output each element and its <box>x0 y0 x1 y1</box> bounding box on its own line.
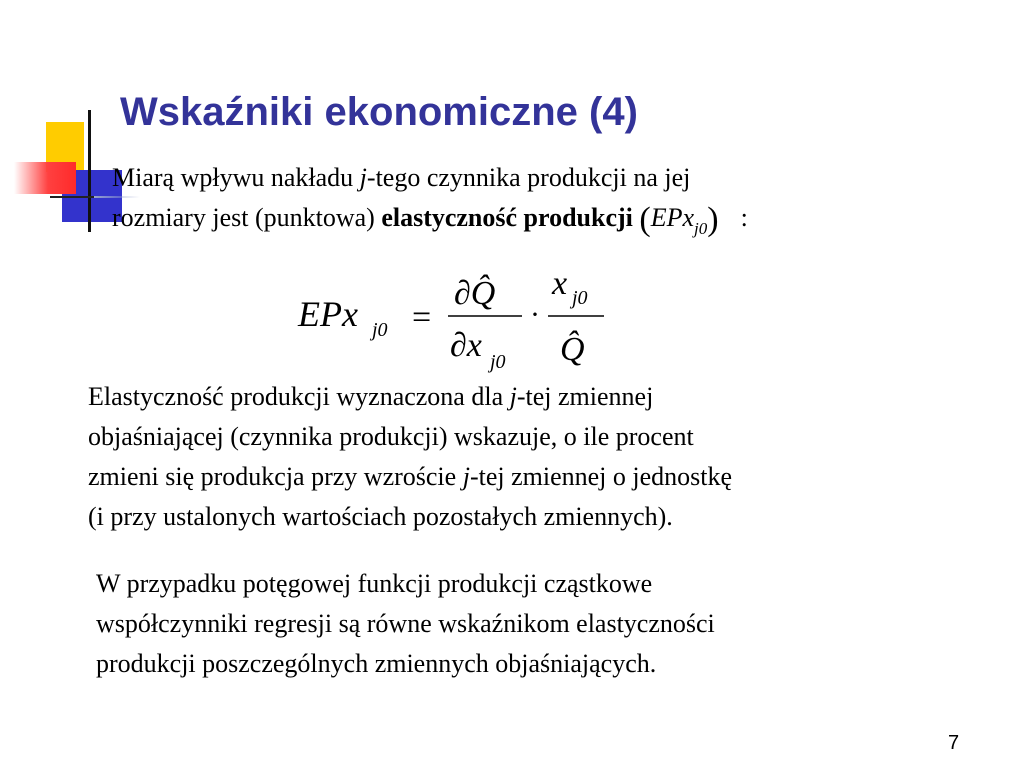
explanation-paragraph <box>88 377 978 537</box>
slide-title: Wskaźniki ekonomiczne (4) <box>120 90 638 134</box>
intro-text-1a: Miarą wpływu nakładu <box>112 163 360 192</box>
explanation-line-3 <box>88 457 978 497</box>
intro-var-j: j <box>359 163 367 192</box>
intro-line-1 <box>112 158 992 198</box>
formula-dot: · <box>530 298 540 331</box>
vertical-rule-line <box>88 110 91 232</box>
formula-lhs-sub: j0 <box>372 319 388 341</box>
red-gradient-bar-shape <box>14 162 76 194</box>
inline-symbol-base: EPx <box>650 203 695 232</box>
explanation-line-4: (i przy ustalonych wartościach pozostałych zmiennych). <box>88 502 673 531</box>
explanation-var-j-2: j <box>462 462 470 491</box>
inline-elasticity-symbol <box>639 198 718 241</box>
intro-bold-term: elastyczność produkcji <box>381 203 633 232</box>
formula-frac2-num-sub: j0 <box>572 287 588 309</box>
formula-equals: = <box>412 299 432 336</box>
explanation-text-1b: -tej zmiennej <box>516 382 654 411</box>
intro-colon: : <box>740 203 748 232</box>
intro-text-2a: rozmiary jest (punktowa) <box>112 203 382 232</box>
formula-lhs-base: EPx <box>298 294 358 334</box>
elasticity-formula <box>290 265 650 378</box>
explanation-text-3b: -tej zmiennej o jednostkę <box>469 462 733 491</box>
intro-line-2 <box>112 198 992 241</box>
explanation-line-2: objaśniającej (czynnika produkcji) wskazuje, o ile procent <box>88 422 694 451</box>
intro-text-1b: -tego czynnika produkcji na jej <box>366 163 691 192</box>
formula-frac2-denominator: Q̂ <box>560 331 585 368</box>
power-function-line-2: współczynniki regresji są równe wskaźnikom elastyczności <box>96 609 715 638</box>
open-paren: ( <box>639 201 651 238</box>
explanation-var-j-1: j <box>509 382 517 411</box>
page-number: 7 <box>948 732 960 754</box>
formula-frac1-den-sub: j0 <box>490 351 506 373</box>
formula-frac2-numerator: x <box>552 265 568 302</box>
explanation-line-1 <box>88 377 978 417</box>
horizontal-rule-line <box>50 196 100 198</box>
intro-paragraph <box>112 158 992 241</box>
close-paren: ) <box>707 201 719 238</box>
explanation-text-3a: zmieni się produkcja przy wzroście <box>88 462 463 491</box>
power-function-line-1: W przypadku potęgowej funkcji produkcji cząstkowe <box>96 569 653 598</box>
formula-frac1-numerator: ∂Q̂ <box>454 275 496 312</box>
formula-svg <box>290 265 650 378</box>
power-function-line-3: produkcji poszczególnych zmiennych objaśniających. <box>96 649 657 678</box>
inline-symbol-sub: j0 <box>694 219 708 238</box>
explanation-text-1a: Elastyczność produkcji wyznaczona dla <box>88 382 510 411</box>
power-function-paragraph <box>96 564 976 684</box>
formula-frac1-denominator: ∂x <box>450 327 482 364</box>
